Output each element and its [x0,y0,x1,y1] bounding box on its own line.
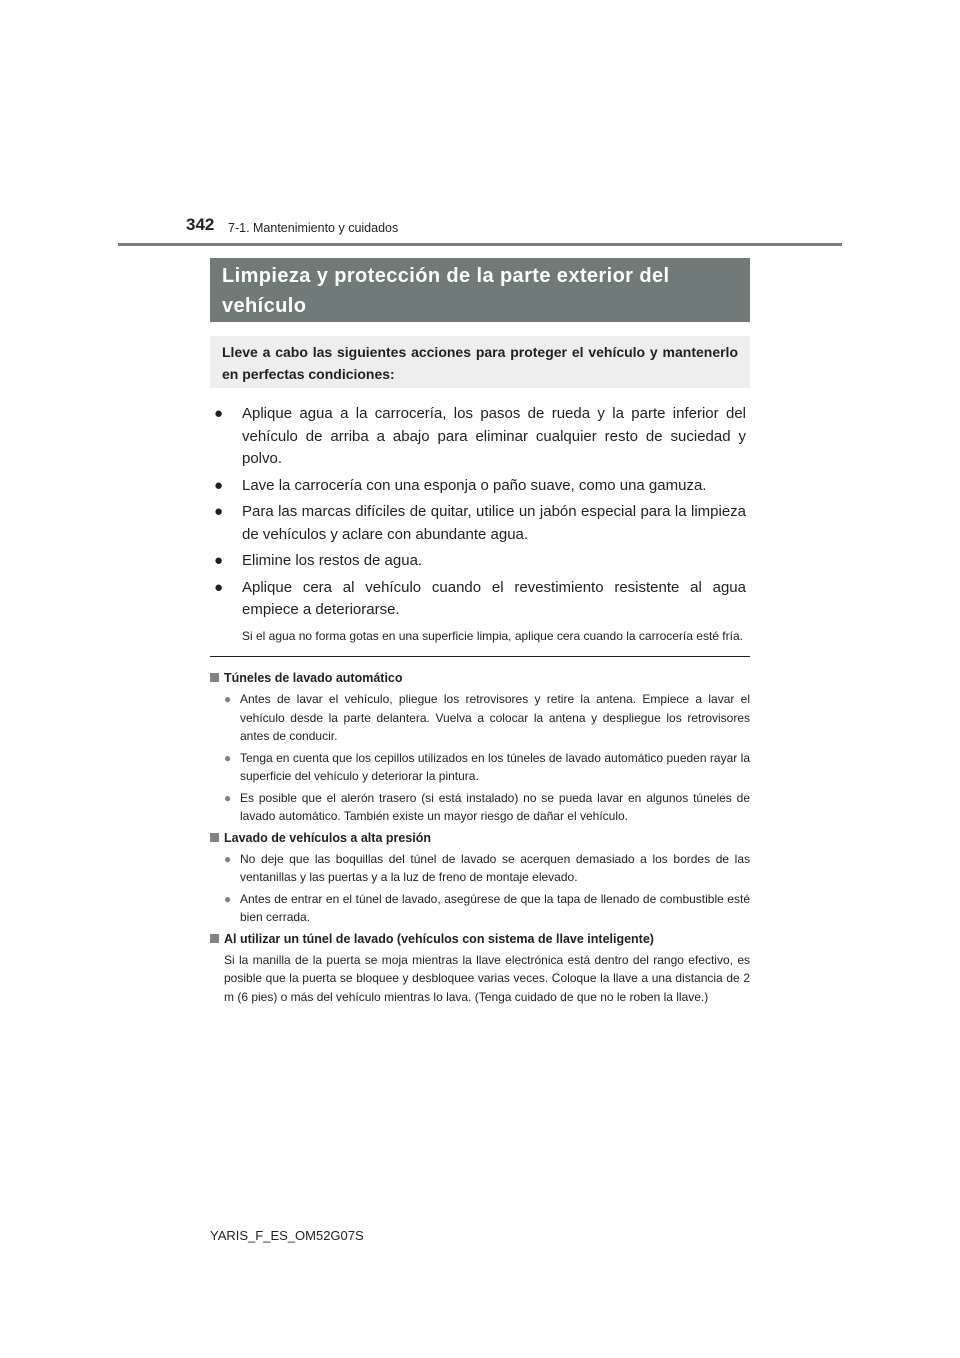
note-item [210,850,750,887]
bullet-icon: ● [224,692,232,706]
intro-box: Lleve a cabo las siguientes acciones para proteger el vehículo y mantenerlo en perfectas condiciones: [210,336,750,388]
note-heading-text: Al utilizar un túnel de lavado (vehículos con sistema de llave inteligente) [224,931,654,946]
note-item-text: Antes de entrar en el túnel de lavado, asegúrese de que la tapa de llenado de combustible esté bien cerrada. [240,891,750,924]
bullet-icon: ● [214,552,224,569]
bullet-icon: ● [214,503,224,520]
list-item [214,577,746,622]
list-item-text: Elimine los restos de agua. [242,552,423,569]
list-item [214,475,746,498]
main-list [214,403,746,646]
bullet-icon: ● [214,405,224,422]
note-item [210,890,750,927]
step-note: Si el agua no forma gotas en una superficie limpia, aplique cera cuando la carrocería esté fría. [242,628,743,643]
note-item [210,789,750,826]
footer-code: YARIS_F_ES_OM52G07S [210,1228,364,1243]
section-reference: 7-1. Mantenimiento y cuidados [228,221,399,235]
note-item [210,749,750,786]
list-item-text: Aplique agua a la carrocería, los pasos de rueda y la parte inferior del vehículo de arriba a abajo para eliminar cualquier resto de suciedad y polvo. [242,405,746,467]
note-item [210,690,750,746]
note-heading-text: Túneles de lavado automático [224,671,403,685]
note-item-text: No deje que las boquillas del túnel de lavado se acerquen demasiado a los bordes de las ventanillas y las puertas y a la luz de freno de montaje elevado. [240,851,750,884]
note-heading [210,930,750,948]
note-paragraph: Si la manilla de la puerta se moja mientras la llave electrónica está dentro del rango efectivo, es posible que la puerta se bloquee y desbloquee varias veces. Coloque la llave a una distancia de 2 m (6 pies) o más del vehículo mientras lo lava. (Tenga cuidado de que no le roben la llave.) [224,952,750,1004]
note-item-text: Es posible que el alerón trasero (si está instalado) no se pueda lavar en algunos túneles de lavado automático. También existe un mayor riesgo de dañar el vehículo. [240,790,750,823]
notes-section [210,666,750,1006]
section-title: Limpieza y protección de la parte exterior del vehículo [210,258,750,322]
square-bullet-icon [210,934,219,943]
list-item-text: Lave la carrocería con una esponja o paño suave, como una gamuza. [242,476,707,494]
list-item-text: Para las marcas difíciles de quitar, utilice un jabón especial para la limpieza de vehículos y aclare con abundante agua. [242,503,746,543]
note-heading-text: Lavado de vehículos a alta presión [224,830,432,845]
list-item [214,403,746,471]
note-heading [210,829,750,847]
divider [210,656,750,657]
note-item-text: Tenga en cuenta que los cepillos utilizados en los túneles de lavado automático pueden rayar la superficie del vehículo y deteriorar la pintura. [240,750,750,783]
bullet-icon: ● [224,851,232,866]
list-item [214,501,746,546]
bullet-icon: ● [214,578,224,596]
list-item-text: Aplique cera al vehículo cuando el revestimiento resistente al agua empiece a deteriorarse. [242,578,746,618]
list-item [214,550,746,573]
page-number: 342 [186,215,215,234]
bullet-icon: ● [224,891,232,906]
note-heading [210,669,750,687]
bullet-icon: ● [224,750,232,765]
bullet-icon: ● [214,476,224,494]
note-item-text: Antes de lavar el vehículo, pliegue los retrovisores y retire la antena. Empiece a lavar el vehículo desde la parte delantera. Vuelva a colocar la antena y despliegue los retrovisores antes de conducir. [240,692,750,743]
square-bullet-icon [210,833,219,842]
square-bullet-icon [210,673,219,682]
bullet-icon: ● [224,790,232,805]
header-rule [118,243,842,246]
